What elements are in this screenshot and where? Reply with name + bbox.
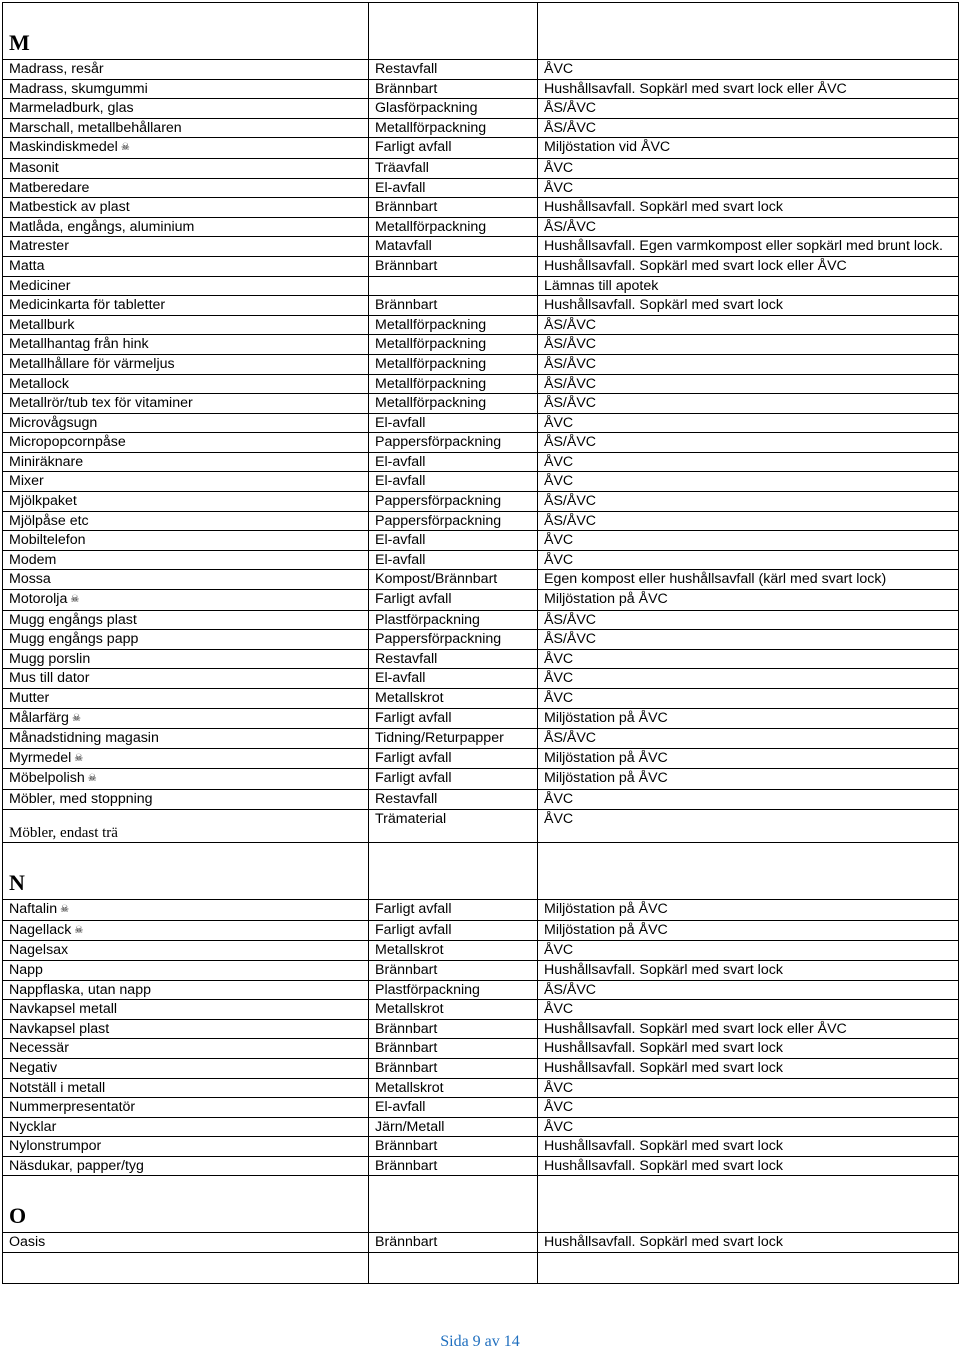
material-cell	[369, 276, 538, 296]
disposal-cell: Hushållsavfall. Sopkärl med svart lock eller ÅVC	[538, 256, 959, 276]
material-cell: Farligt avfall	[369, 748, 538, 769]
item-name: Metallrör/tub tex för vitaminer	[9, 395, 193, 412]
disposal-cell: ÅS/ÅVC	[538, 335, 959, 355]
disposal-cell: ÅVC	[538, 809, 959, 843]
table-row	[3, 1058, 959, 1078]
material-cell: Järn/Metall	[369, 1117, 538, 1137]
item-name: Mjölkpaket	[9, 493, 77, 510]
empty-cell	[369, 1253, 538, 1284]
table-row	[3, 900, 959, 921]
table-row	[3, 217, 959, 237]
item-name: Mutter	[9, 690, 50, 706]
disposal-cell: ÅS/ÅVC	[538, 492, 959, 512]
material-cell: Glasförpackning	[369, 99, 538, 119]
item-name: Målarfärg	[9, 709, 69, 726]
item-cell	[3, 669, 369, 689]
skull-crossbones-icon: ☠	[120, 142, 130, 154]
material-cell: Pappersförpackning	[369, 433, 538, 453]
table-row	[3, 809, 959, 843]
item-name: Metallburk	[9, 316, 75, 333]
item-name: Matbestick av plast	[9, 199, 130, 216]
disposal-cell: ÅS/ÅVC	[538, 374, 959, 394]
item-cell	[3, 550, 369, 570]
disposal-cell: ÅVC	[538, 472, 959, 492]
item-cell	[3, 748, 369, 769]
disposal-cell: ÅS/ÅVC	[538, 980, 959, 1000]
material-cell: Metallförpackning	[369, 354, 538, 374]
item-name: Napp	[9, 961, 43, 978]
table-row	[3, 1098, 959, 1118]
item-name: Mixer	[9, 473, 44, 490]
table-row	[3, 610, 959, 630]
material-cell: Plastförpackning	[369, 980, 538, 1000]
section-header-empty	[369, 1176, 538, 1233]
material-cell: Brännbart	[369, 198, 538, 218]
skull-crossbones-icon: ☠	[87, 773, 97, 785]
disposal-cell: ÅVC	[538, 689, 959, 709]
material-cell: Plastförpackning	[369, 610, 538, 630]
table-row	[3, 178, 959, 198]
table-row	[3, 1117, 959, 1137]
item-name: Metallhantag från hink	[9, 336, 149, 353]
table-row	[3, 789, 959, 809]
item-name: Näsdukar, papper/tyg	[9, 1157, 144, 1174]
material-cell: Metallförpackning	[369, 374, 538, 394]
item-name: Navkapsel metall	[9, 1001, 118, 1018]
section-letter: O	[3, 1176, 369, 1233]
material-cell: Pappersförpackning	[369, 492, 538, 512]
material-cell: Farligt avfall	[369, 920, 538, 941]
material-cell: Metallskrot	[369, 1078, 538, 1098]
disposal-cell: Hushållsavfall. Sopkärl med svart lock	[538, 1156, 959, 1176]
material-cell: Brännbart	[369, 79, 538, 99]
item-name: Maskindiskmedel	[9, 139, 118, 156]
item-cell	[3, 920, 369, 941]
item-cell	[3, 374, 369, 394]
table-row	[3, 138, 959, 159]
item-cell	[3, 1098, 369, 1118]
material-cell: Farligt avfall	[369, 708, 538, 729]
section-letter: N	[3, 843, 369, 900]
disposal-cell: Hushållsavfall. Sopkärl med svart lock	[538, 1137, 959, 1157]
disposal-cell: Miljöstation på ÅVC	[538, 900, 959, 921]
item-name: Mus till dator	[9, 670, 90, 687]
item-cell	[3, 433, 369, 453]
table-row	[3, 60, 959, 80]
material-cell: El-avfall	[369, 669, 538, 689]
item-cell	[3, 335, 369, 355]
disposal-cell: ÅVC	[538, 1000, 959, 1020]
table-row	[3, 570, 959, 590]
item-name: Marschall, metallbehållaren	[9, 119, 182, 136]
item-name: Nappflaska, utan napp	[9, 981, 151, 998]
item-cell	[3, 941, 369, 961]
table-row	[3, 729, 959, 749]
disposal-cell: Miljöstation på ÅVC	[538, 590, 959, 611]
item-cell	[3, 158, 369, 178]
skull-crossbones-icon: ☠	[60, 904, 70, 916]
table-row	[3, 590, 959, 611]
table-row	[3, 550, 959, 570]
material-cell: El-avfall	[369, 550, 538, 570]
item-cell	[3, 60, 369, 80]
table-row	[3, 374, 959, 394]
section-header-empty	[538, 3, 959, 60]
disposal-cell: ÅS/ÅVC	[538, 729, 959, 749]
item-cell	[3, 296, 369, 316]
item-cell	[3, 138, 369, 159]
item-cell	[3, 531, 369, 551]
item-name: Metallock	[9, 375, 69, 392]
section-header-empty	[369, 843, 538, 900]
item-name: Mugg engångs papp	[9, 631, 139, 648]
disposal-cell: ÅVC	[538, 1078, 959, 1098]
table-row	[3, 941, 959, 961]
disposal-cell: ÅVC	[538, 649, 959, 669]
item-cell	[3, 708, 369, 729]
table-row	[3, 531, 959, 551]
item-name: Mugg engångs plast	[9, 611, 137, 628]
item-cell	[3, 354, 369, 374]
item-name: Nagellack	[9, 921, 72, 938]
section-header-row	[3, 843, 959, 900]
item-name: Mediciner	[9, 277, 71, 294]
sorting-table	[2, 2, 959, 1284]
table-row	[3, 413, 959, 433]
material-cell: Metallskrot	[369, 941, 538, 961]
table-row	[3, 276, 959, 296]
item-name: Micropopcornpåse	[9, 434, 126, 451]
table-row	[3, 630, 959, 650]
disposal-cell: ÅS/ÅVC	[538, 217, 959, 237]
material-cell: Pappersförpackning	[369, 630, 538, 650]
material-cell: Träavfall	[369, 158, 538, 178]
item-cell	[3, 610, 369, 630]
material-cell: Brännbart	[369, 1233, 538, 1253]
table-row	[3, 158, 959, 178]
item-cell	[3, 809, 369, 843]
item-name: Möbler, endast trä	[9, 824, 118, 841]
material-cell: Kompost/Brännbart	[369, 570, 538, 590]
item-cell	[3, 729, 369, 749]
item-cell	[3, 1019, 369, 1039]
disposal-cell: ÅS/ÅVC	[538, 433, 959, 453]
item-cell	[3, 394, 369, 414]
table-row	[3, 198, 959, 218]
disposal-cell: ÅS/ÅVC	[538, 118, 959, 138]
item-cell	[3, 649, 369, 669]
empty-cell	[3, 1253, 369, 1284]
item-cell	[3, 118, 369, 138]
table-row	[3, 649, 959, 669]
item-name: Necessär	[9, 1040, 69, 1057]
disposal-cell: Miljöstation på ÅVC	[538, 769, 959, 790]
disposal-cell: ÅS/ÅVC	[538, 354, 959, 374]
item-cell	[3, 769, 369, 790]
item-name: Nylonstrumpor	[9, 1138, 102, 1155]
item-name: Masonit	[9, 159, 59, 176]
disposal-cell: Hushållsavfall. Sopkärl med svart lock	[538, 296, 959, 316]
item-name: Matrester	[9, 238, 69, 255]
material-cell: El-avfall	[369, 413, 538, 433]
page-footer: Sida 9 av 14	[440, 1333, 520, 1350]
table-row	[3, 511, 959, 531]
disposal-cell: ÅS/ÅVC	[538, 394, 959, 414]
item-name: Metallhållare för värmeljus	[9, 355, 175, 372]
disposal-cell: Hushållsavfall. Sopkärl med svart lock	[538, 1058, 959, 1078]
table-row	[3, 472, 959, 492]
item-cell	[3, 256, 369, 276]
disposal-cell: ÅS/ÅVC	[538, 315, 959, 335]
material-cell: Metallförpackning	[369, 394, 538, 414]
item-cell	[3, 960, 369, 980]
item-name: Mobiltelefon	[9, 532, 86, 549]
table-row	[3, 689, 959, 709]
material-cell: Brännbart	[369, 960, 538, 980]
disposal-cell: Hushållsavfall. Sopkärl med svart lock	[538, 1233, 959, 1253]
table-row	[3, 1233, 959, 1253]
material-cell: Metallförpackning	[369, 335, 538, 355]
disposal-cell: ÅS/ÅVC	[538, 511, 959, 531]
item-cell	[3, 217, 369, 237]
material-cell: El-avfall	[369, 1098, 538, 1118]
table-row	[3, 79, 959, 99]
table-row	[3, 1000, 959, 1020]
item-cell	[3, 413, 369, 433]
item-cell	[3, 1117, 369, 1137]
skull-crossbones-icon: ☠	[71, 712, 81, 724]
material-cell: El-avfall	[369, 531, 538, 551]
item-name: Mugg porslin	[9, 650, 91, 667]
table-row	[3, 920, 959, 941]
table-row	[3, 315, 959, 335]
material-cell: El-avfall	[369, 178, 538, 198]
item-cell	[3, 472, 369, 492]
disposal-cell: ÅVC	[538, 1098, 959, 1118]
item-name: Möbler, med stoppning	[9, 790, 153, 807]
disposal-cell: ÅS/ÅVC	[538, 630, 959, 650]
section-header-empty	[538, 843, 959, 900]
table-row	[3, 1019, 959, 1039]
item-name: Medicinkarta för tabletter	[9, 297, 166, 314]
disposal-cell: Miljöstation vid ÅVC	[538, 138, 959, 159]
item-cell	[3, 689, 369, 709]
material-cell: Trämaterial	[369, 809, 538, 843]
item-name: Möbelpolish	[9, 770, 85, 787]
disposal-cell: ÅVC	[538, 531, 959, 551]
disposal-cell: Miljöstation på ÅVC	[538, 920, 959, 941]
item-cell	[3, 1058, 369, 1078]
table-row	[3, 1039, 959, 1059]
item-name: Nycklar	[9, 1118, 57, 1135]
section-letter: M	[3, 3, 369, 60]
table-row	[3, 1137, 959, 1157]
disposal-cell: ÅVC	[538, 1117, 959, 1137]
item-name: Nummerpresentatör	[9, 1099, 136, 1116]
table-row	[3, 452, 959, 472]
material-cell: Tidning/Returpapper	[369, 729, 538, 749]
disposal-cell: Hushållsavfall. Egen varmkompost eller sopkärl med brunt lock.	[538, 237, 959, 257]
material-cell: Pappersförpackning	[369, 511, 538, 531]
item-name: Oasis	[9, 1234, 46, 1251]
material-cell: Matavfall	[369, 237, 538, 257]
item-cell	[3, 198, 369, 218]
item-name: Nagelsax	[9, 942, 69, 959]
material-cell: Brännbart	[369, 1156, 538, 1176]
disposal-cell: Miljöstation på ÅVC	[538, 748, 959, 769]
table-row	[3, 769, 959, 790]
material-cell: Restavfall	[369, 649, 538, 669]
item-cell	[3, 276, 369, 296]
item-cell	[3, 980, 369, 1000]
item-cell	[3, 590, 369, 611]
empty-cell	[538, 1253, 959, 1284]
table-row	[3, 1156, 959, 1176]
item-cell	[3, 630, 369, 650]
item-name: Madrass, resår	[9, 61, 104, 77]
table-row	[3, 960, 959, 980]
disposal-cell: Hushållsavfall. Sopkärl med svart lock	[538, 1039, 959, 1059]
disposal-cell: ÅS/ÅVC	[538, 610, 959, 630]
table-row	[3, 708, 959, 729]
material-cell: Metallförpackning	[369, 118, 538, 138]
table-row	[3, 256, 959, 276]
table-row	[3, 669, 959, 689]
material-cell: Metallförpackning	[369, 315, 538, 335]
item-name: Motorolja	[9, 591, 68, 608]
item-name: Microvågsugn	[9, 414, 98, 431]
item-name: Navkapsel plast	[9, 1020, 110, 1037]
trailing-empty-row	[3, 1253, 959, 1284]
table-row	[3, 118, 959, 138]
skull-crossbones-icon: ☠	[74, 924, 84, 936]
disposal-cell: ÅVC	[538, 413, 959, 433]
item-name: Madrass, skumgummi	[9, 80, 148, 97]
item-name: Mossa	[9, 571, 51, 588]
item-cell	[3, 99, 369, 119]
disposal-cell: Lämnas till apotek	[538, 276, 959, 296]
disposal-cell: ÅVC	[538, 941, 959, 961]
item-name: Negativ	[9, 1059, 58, 1076]
material-cell: Farligt avfall	[369, 769, 538, 790]
item-name: Marmeladburk, glas	[9, 100, 134, 117]
disposal-cell: Hushållsavfall. Sopkärl med svart lock	[538, 198, 959, 218]
material-cell: Brännbart	[369, 296, 538, 316]
material-cell: Farligt avfall	[369, 900, 538, 921]
table-row	[3, 1078, 959, 1098]
item-name: Modem	[9, 551, 57, 568]
material-cell: El-avfall	[369, 472, 538, 492]
material-cell: Brännbart	[369, 256, 538, 276]
item-cell	[3, 492, 369, 512]
table-row	[3, 492, 959, 512]
material-cell: Metallskrot	[369, 1000, 538, 1020]
material-cell: Brännbart	[369, 1058, 538, 1078]
item-cell	[3, 1039, 369, 1059]
material-cell: Brännbart	[369, 1137, 538, 1157]
material-cell: Metallskrot	[369, 689, 538, 709]
item-name: Naftalin	[9, 901, 58, 918]
disposal-cell: ÅVC	[538, 669, 959, 689]
section-header-row	[3, 3, 959, 60]
item-cell	[3, 1078, 369, 1098]
item-cell	[3, 789, 369, 809]
item-name: Miniräknare	[9, 453, 84, 470]
disposal-cell: ÅVC	[538, 178, 959, 198]
disposal-cell: Egen kompost eller hushållsavfall (kärl med svart lock)	[538, 570, 959, 590]
item-cell	[3, 237, 369, 257]
section-header-row	[3, 1176, 959, 1233]
item-cell	[3, 1233, 369, 1253]
disposal-cell: ÅVC	[538, 452, 959, 472]
disposal-cell: ÅVC	[538, 550, 959, 570]
disposal-cell: ÅVC	[538, 158, 959, 178]
material-cell: Brännbart	[369, 1039, 538, 1059]
item-cell	[3, 1137, 369, 1157]
item-cell	[3, 1156, 369, 1176]
document-page	[2, 2, 958, 1284]
disposal-cell: ÅS/ÅVC	[538, 99, 959, 119]
skull-crossbones-icon: ☠	[74, 752, 84, 764]
table-row	[3, 433, 959, 453]
item-cell	[3, 1000, 369, 1020]
skull-crossbones-icon: ☠	[70, 594, 80, 606]
material-cell: Farligt avfall	[369, 590, 538, 611]
item-name: Notställ i metall	[9, 1079, 106, 1096]
item-name: Matlåda, engångs, aluminium	[9, 218, 195, 235]
item-cell	[3, 178, 369, 198]
table-row	[3, 335, 959, 355]
disposal-cell: Miljöstation på ÅVC	[538, 708, 959, 729]
item-cell	[3, 452, 369, 472]
disposal-cell: Hushållsavfall. Sopkärl med svart lock eller ÅVC	[538, 79, 959, 99]
material-cell: Farligt avfall	[369, 138, 538, 159]
table-row	[3, 99, 959, 119]
item-name: Matta	[9, 257, 45, 274]
section-header-empty	[369, 3, 538, 60]
item-name: Månadstidning magasin	[9, 730, 159, 747]
table-row	[3, 354, 959, 374]
item-cell	[3, 570, 369, 590]
disposal-cell: Hushållsavfall. Sopkärl med svart lock	[538, 960, 959, 980]
item-cell	[3, 79, 369, 99]
material-cell: Restavfall	[369, 789, 538, 809]
table-row	[3, 296, 959, 316]
material-cell: Restavfall	[369, 60, 538, 80]
table-row	[3, 748, 959, 769]
material-cell: El-avfall	[369, 452, 538, 472]
item-cell	[3, 511, 369, 531]
disposal-cell: ÅVC	[538, 789, 959, 809]
material-cell: Metallförpackning	[369, 217, 538, 237]
item-name: Matberedare	[9, 179, 90, 196]
section-header-empty	[538, 1176, 959, 1233]
item-cell	[3, 315, 369, 335]
table-row	[3, 980, 959, 1000]
material-cell: Brännbart	[369, 1019, 538, 1039]
table-row	[3, 237, 959, 257]
item-name: Myrmedel	[9, 749, 72, 766]
item-name: Mjölpåse etc	[9, 512, 89, 529]
table-row	[3, 394, 959, 414]
disposal-cell: ÅVC	[538, 60, 959, 80]
disposal-cell: Hushållsavfall. Sopkärl med svart lock eller ÅVC	[538, 1019, 959, 1039]
item-cell	[3, 900, 369, 921]
